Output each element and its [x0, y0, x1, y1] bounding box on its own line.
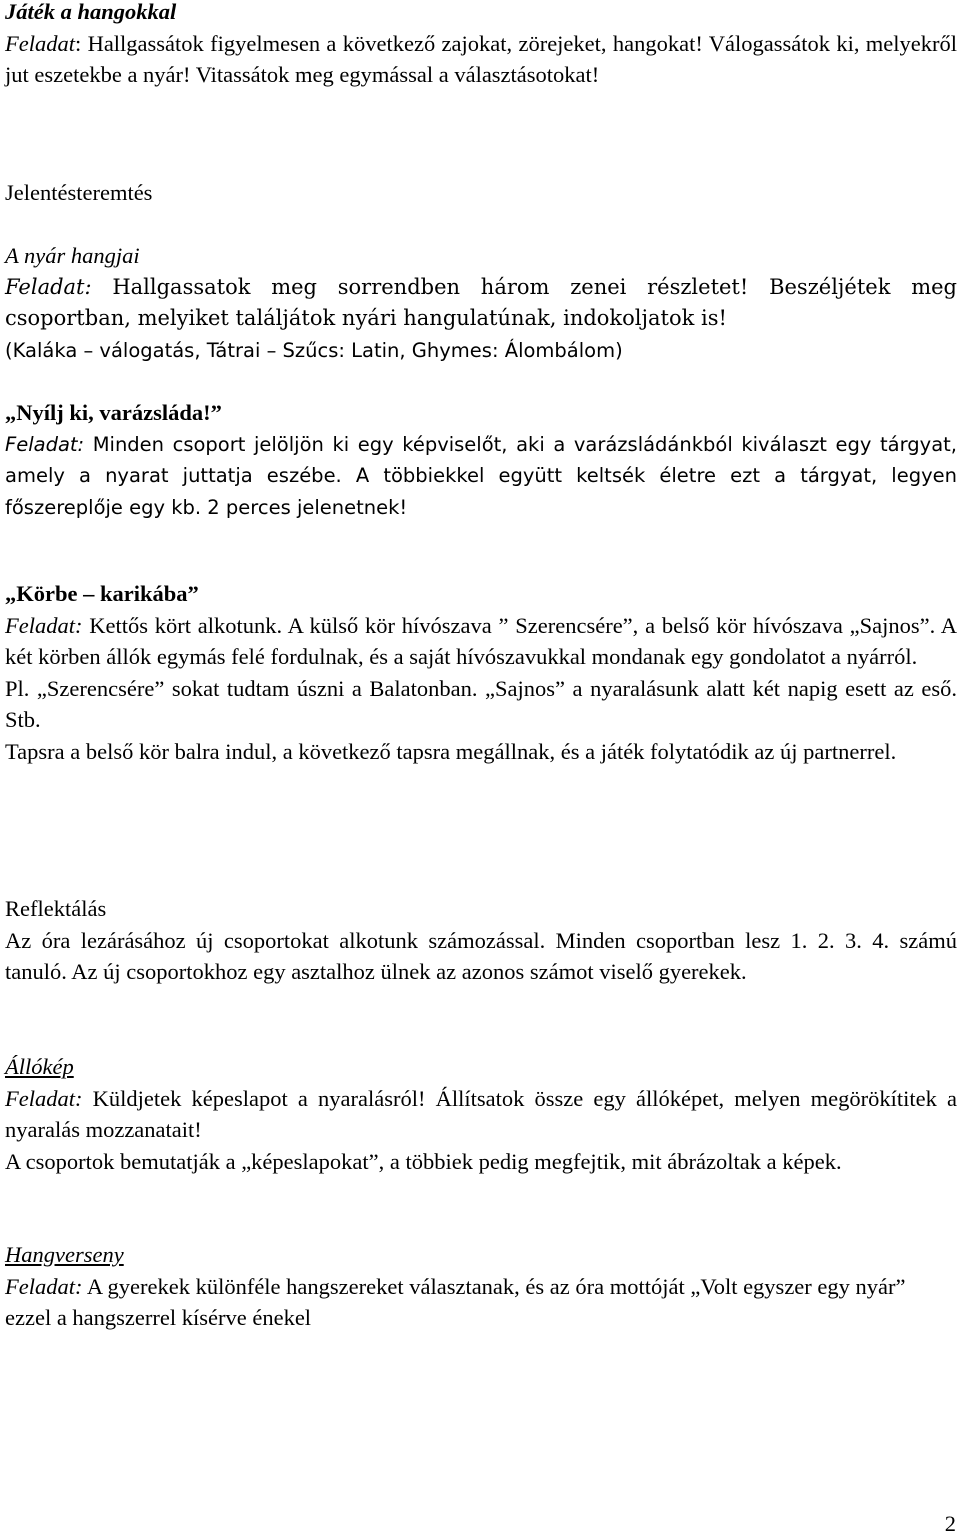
section-title: „Körbe – karikába” — [5, 581, 199, 606]
section-a-nyar-hangjai — [5, 240, 957, 366]
task-paragraph — [5, 1271, 957, 1334]
body-paragraph: Az óra lezárásához új csoportokat alkotunk számozással. Minden csoportban lesz 1. 2. 3. 4. számú tanuló. Az új csoportokhoz egy asztalhoz ülnek az azonos számot viselő gyerekek. — [5, 927, 957, 984]
task-text: : Hallgassátok figyelmesen a következő zajokat, zörejeket, hangokat! Válogassátok ki, melyekről jut eszetekbe a nyár! Vitassátok meg egymással a választásotokat! — [5, 30, 957, 87]
section-jatek-a-hangokkal — [5, 0, 957, 91]
task-label: Feladat: — [5, 1085, 83, 1111]
task-label: Feladat: — [5, 612, 83, 638]
section-jelentesteremtes — [5, 177, 957, 209]
page-number: 2 — [944, 1511, 956, 1536]
example-paragraph: Pl. „Szerencsére” sokat tudtam úszni a Balatonban. „Sajnos” a nyaralásunk alatt két napig esett az eső. Stb. — [5, 675, 957, 732]
task-paragraph — [5, 429, 957, 524]
task-text: Kettős kört alkotunk. A külső kör hívószava ” Szerencsére”, a belső kör hívószava „Sajnos”. A két körben állók egymás felé fordulnak, és a saját hívószavukkal mondanak egy gondolatot a nyárról. — [5, 612, 957, 669]
task-text: Hallgassatok meg sorrendben három zenei részletet! Beszéljétek meg csoportban, melyiket találjátok nyári hangulatúnak, indokoljatok is! — [5, 274, 957, 330]
section-hangverseny — [5, 1239, 957, 1334]
section-reflektalas — [5, 893, 957, 988]
section-korbe-karikaba — [5, 578, 957, 767]
section-title: Hangverseny — [5, 1242, 124, 1267]
section-title: Reflektálás — [5, 896, 107, 921]
task-paragraph — [5, 272, 957, 335]
section-nyilj-ki-varazslada — [5, 397, 957, 523]
task-text: A gyerekek különféle hangszereket választanak, és az óra mottóját „Volt egyszer egy nyár” ezzel a hangszerrel kísérve énekel — [5, 1273, 906, 1330]
task-text: Minden csoport jelöljön ki egy képviselőt, aki a varázsládánkból kiválaszt egy tárgyat, amely a nyarat juttatja eszébe. A többiekkel együtt keltsék életre ezt a tárgyat, legyen főszereplője egy kb. 2 perces jelenetnek! — [5, 432, 957, 519]
section-allokep — [5, 1051, 957, 1177]
task-text: Küldjetek képeslapot a nyaralásról! Állítsatok össze egy állóképet, melyen megörökítitek a nyaralás mozzanatait! — [5, 1085, 957, 1142]
task-label: Feladat: — [5, 432, 85, 456]
section-title: Jelentésteremtés — [5, 180, 153, 205]
task-label: Feladat — [5, 30, 75, 56]
task-paragraph — [5, 610, 957, 673]
body-paragraph: A csoportok bemutatják a „képeslapokat”, a többiek pedig megfejtik, mit ábrázoltak a képek. — [5, 1148, 842, 1174]
task-label: Feladat: — [5, 274, 92, 299]
rule-paragraph: Tapsra a belső kör balra indul, a következő tapsra megállnak, és a játék folytatódik az új partnerrel. — [5, 738, 897, 764]
section-title: „Nyílj ki, varázsláda!” — [5, 400, 222, 425]
task-paragraph — [5, 28, 957, 91]
section-title: Játék a hangokkal — [5, 0, 177, 24]
task-paragraph — [5, 1083, 957, 1146]
section-title: Állókép — [5, 1054, 74, 1079]
task-label: Feladat: — [5, 1273, 83, 1299]
source-note: (Kaláka – válogatás, Tátrai – Szűcs: Latin, Ghymes: Álombálom) — [5, 338, 623, 362]
section-title: A nyár hangjai — [5, 243, 140, 268]
